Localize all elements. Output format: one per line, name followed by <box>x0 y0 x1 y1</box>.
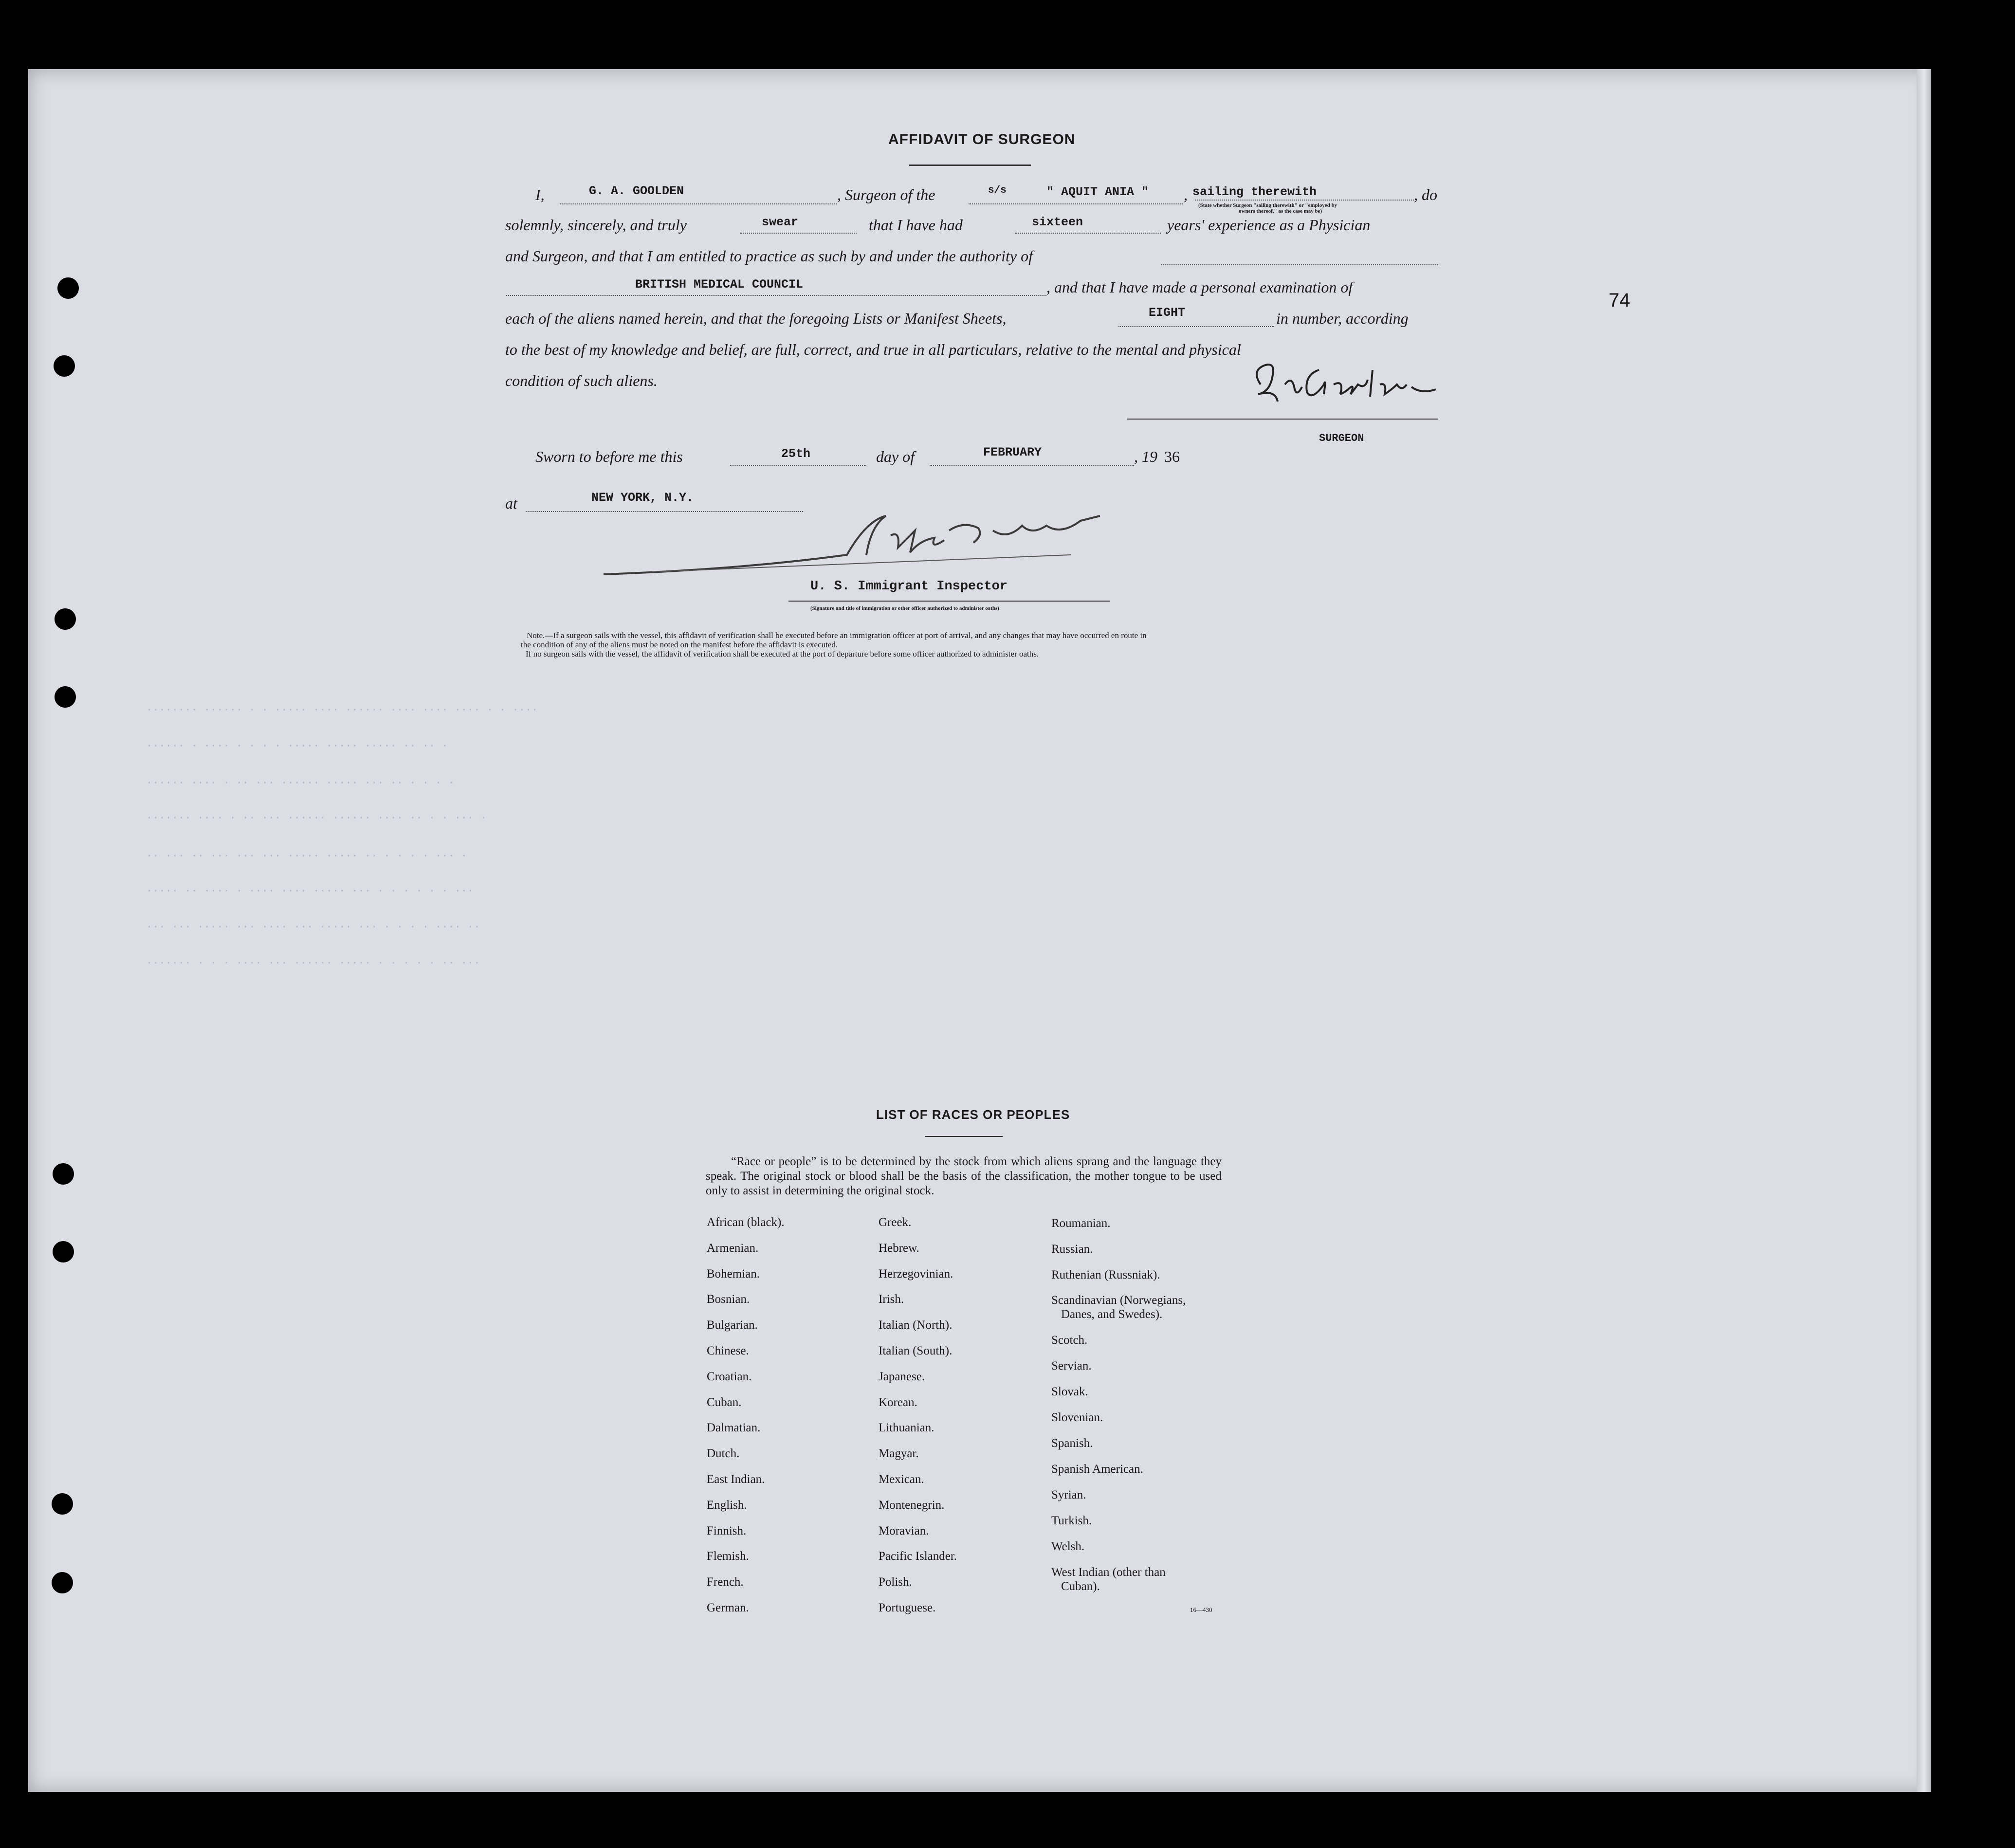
sailing-note: owners thereof," as the case may be) <box>1239 208 1322 214</box>
punch-hole <box>54 355 75 377</box>
race-entry: Korean. <box>879 1395 917 1409</box>
race-entry: Polish. <box>879 1575 912 1589</box>
surgeon-name: G. A. GOOLDEN <box>589 184 684 198</box>
race-entry: Chinese. <box>707 1344 749 1357</box>
race-entry: Spanish. <box>1051 1437 1093 1450</box>
race-entry: Pacific Islander. <box>879 1550 957 1563</box>
note-text: If no surgeon sails with the vessel, the affidavit of verification shall be executed at the port of departure before some officer authorized to administer oaths. <box>526 649 1039 659</box>
affidavit-text: , do <box>1414 186 1437 203</box>
race-entry: Finnish. <box>707 1524 747 1537</box>
race-entry: Welsh. <box>1051 1540 1085 1553</box>
punch-hole <box>53 1163 74 1185</box>
race-entry: Hebrew. <box>879 1241 919 1255</box>
page-edge <box>1917 69 1931 1792</box>
race-entry: Servian. <box>1051 1359 1092 1372</box>
blank-line <box>560 203 837 204</box>
race-entry: Armenian. <box>707 1241 759 1255</box>
race-entry: French. <box>707 1575 744 1589</box>
note-text: the condition of any of the aliens must be noted on the manifest before the affidavit is executed. <box>521 640 838 649</box>
surgeon-title: SURGEON <box>1319 432 1364 444</box>
oath-type: swear <box>762 215 799 229</box>
race-entry: Cuban. <box>707 1395 742 1409</box>
race-entry: Roumanian. <box>1051 1217 1111 1230</box>
blank-line <box>1118 326 1274 327</box>
signature-rule <box>1127 419 1438 420</box>
affidavit-text: at <box>505 494 517 512</box>
race-entry: Russian. <box>1051 1243 1093 1256</box>
sworn-place: NEW YORK, N.Y. <box>591 491 694 505</box>
punch-hole <box>57 277 79 299</box>
race-entry: Flemish. <box>707 1550 749 1563</box>
affidavit-text: and Surgeon, and that I am entitled to practice as such by and under the authority of <box>505 247 1033 265</box>
race-entry: Scandinavian (Norwegians, <box>1051 1294 1186 1307</box>
blank-line <box>740 233 857 234</box>
race-entry: Mexican. <box>879 1473 924 1486</box>
authority: BRITISH MEDICAL COUNCIL <box>635 277 804 292</box>
race-entry: Danes, and Swedes). <box>1061 1308 1163 1321</box>
race-entry: Spanish American. <box>1051 1463 1143 1476</box>
blank-line <box>930 465 1134 466</box>
blank-line <box>1015 233 1161 234</box>
race-entry: Slovak. <box>1051 1385 1088 1398</box>
affidavit-text: , <box>1184 186 1188 203</box>
inspector-note: (Signature and title of immigration or other officer authorized to administer oaths) <box>810 605 999 611</box>
ship-prefix: s/s <box>988 185 1007 196</box>
race-entry: Turkish. <box>1051 1514 1092 1527</box>
race-entry: Italian (South). <box>879 1344 953 1357</box>
races-title: LIST OF RACES OR PEOPLES <box>876 1107 1070 1122</box>
race-entry: Herzegovinian. <box>879 1267 953 1281</box>
race-entry: Bulgarian. <box>707 1318 758 1332</box>
punch-hole <box>55 608 76 630</box>
race-entry: Greek. <box>879 1216 912 1229</box>
surgeon-signature <box>1246 355 1450 423</box>
affidavit-text: years' experience as a Physician <box>1167 216 1371 234</box>
punch-hole <box>52 1493 73 1515</box>
page-number: 74 <box>1609 290 1630 311</box>
race-entry: English. <box>707 1498 747 1512</box>
race-entry: Croatian. <box>707 1370 752 1383</box>
race-entry: Lithuanian. <box>879 1421 934 1435</box>
race-entry: Dalmatian. <box>707 1421 761 1435</box>
race-entry: Cuban). <box>1061 1580 1100 1593</box>
affidavit-text: that I have had <box>869 216 963 234</box>
ship-name: " AQUIT ANIA " <box>1046 185 1149 199</box>
affidavit-text: in number, according <box>1276 310 1409 327</box>
affidavit-text: condition of such aliens. <box>505 372 658 389</box>
race-entry: Slovenian. <box>1051 1411 1103 1424</box>
race-entry: Italian (North). <box>879 1318 953 1332</box>
affidavit-text: , and that I have made a personal examination of <box>1046 278 1353 296</box>
race-entry: German. <box>707 1601 749 1614</box>
punch-hole <box>52 1572 73 1593</box>
sworn-day: 25th <box>781 447 811 461</box>
sworn-month: FEBRUARY <box>983 445 1042 459</box>
race-entry: Ruthenian (Russniak). <box>1051 1268 1160 1281</box>
affidavit-text: solemnly, sincerely, and truly <box>505 216 687 234</box>
inspector-title: U. S. Immigrant Inspector <box>810 579 1008 594</box>
race-entry: Portuguese. <box>879 1601 936 1614</box>
affidavit-title: AFFIDAVIT OF SURGEON <box>888 131 1076 147</box>
blank-line <box>1161 264 1438 265</box>
blank-line <box>969 203 1183 204</box>
inspector-signature <box>594 501 1110 584</box>
affidavit-text: each of the aliens named herein, and that the foregoing Lists or Manifest Sheets, <box>505 310 1007 327</box>
affidavit-text: Sworn to before me this <box>535 448 683 465</box>
race-entry: Scotch. <box>1051 1334 1088 1347</box>
manifest-sheets: EIGHT <box>1149 306 1186 320</box>
affidavit-text: , 19 <box>1134 448 1157 465</box>
inspector-rule <box>788 601 1110 602</box>
blank-line <box>506 295 1046 296</box>
race-entry: Moravian. <box>879 1524 929 1537</box>
races-intro: “Race or people” is to be determined by the stock from which aliens sprang and the language they speak. The original stock or blood shall be the basis of the classification, the mother tongue to be used only to assist in determining the original stock. <box>706 1155 1222 1197</box>
races-rule <box>925 1136 1003 1137</box>
sailing-status: sailing therewith <box>1192 185 1317 199</box>
affidavit-text: I, <box>535 186 545 203</box>
blank-line <box>730 465 866 466</box>
race-entry: Bohemian. <box>707 1267 760 1281</box>
punch-hole <box>55 686 76 708</box>
race-entry: African (black). <box>707 1216 785 1229</box>
punch-hole <box>53 1241 74 1262</box>
affidavit-text: to the best of my knowledge and belief, are full, correct, and true in all particulars, relative to the mental and physical <box>505 341 1241 358</box>
race-entry: East Indian. <box>707 1473 765 1486</box>
race-entry: Irish. <box>879 1293 904 1306</box>
affidavit-text: , Surgeon of the <box>837 186 935 203</box>
title-rule <box>909 165 1031 166</box>
sailing-note: (State whether Surgeon "sailing therewith" or "employed by <box>1198 202 1337 208</box>
race-entry: Magyar. <box>879 1447 919 1461</box>
note-text: Note.—If a surgeon sails with the vessel, this affidavit of verification shall be executed before an immigration officer at port of arrival, and any changes that may have occurred en route in <box>527 631 1147 640</box>
blank-line <box>1195 200 1414 201</box>
race-entry: West Indian (other than <box>1051 1566 1166 1579</box>
race-entry: Japanese. <box>879 1370 925 1383</box>
sworn-year: 36 <box>1164 448 1180 465</box>
affidavit-text: day of <box>876 448 915 465</box>
race-entry: Montenegrin. <box>879 1498 945 1512</box>
race-entry: Dutch. <box>707 1447 740 1461</box>
years-experience: sixteen <box>1032 215 1083 229</box>
race-entry: Syrian. <box>1051 1488 1086 1501</box>
race-entry: Bosnian. <box>707 1293 750 1306</box>
form-number: 16—430 <box>1190 1606 1212 1613</box>
